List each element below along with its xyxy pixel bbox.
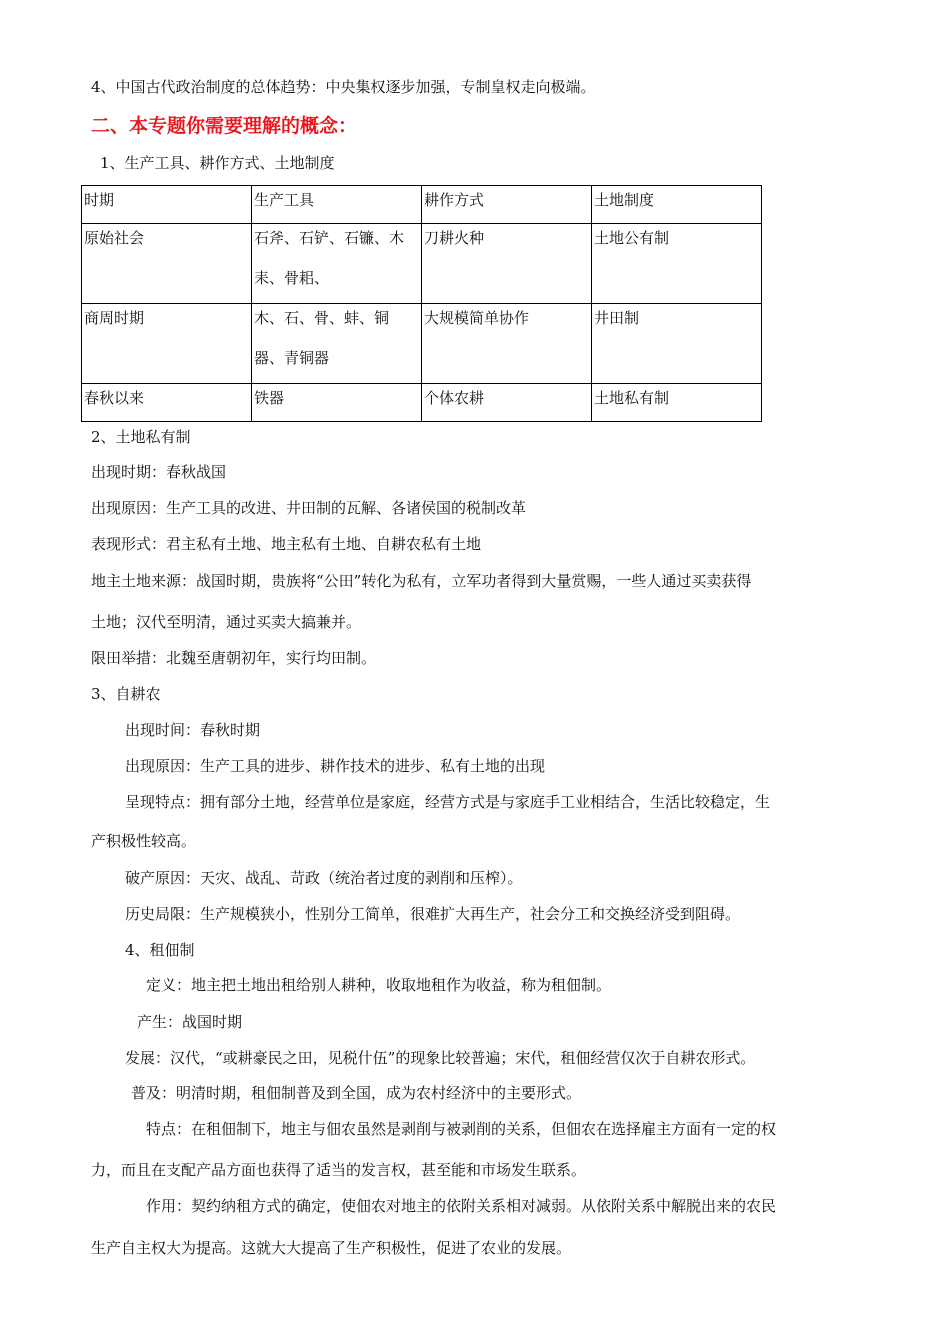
cell-tools: 铁器	[252, 384, 422, 422]
cell-tools-line: 耒、骨耜、	[254, 269, 330, 287]
historical-limitation: 历史局限：生产规模狭小，性别分工简单，很难扩大再生产，社会分工和交换经济受到阻碍。	[125, 905, 741, 923]
cell-period: 原始社会	[82, 224, 252, 304]
table-row	[82, 224, 762, 304]
table-row	[82, 384, 762, 422]
appear-time: 出现时期：春秋战国	[91, 463, 227, 481]
cell-tools-line: 木、石、骨、蚌、铜	[254, 309, 390, 327]
topic-4-title: 4、租佃制	[125, 941, 195, 959]
features-line-1: 呈现特点：拥有部分土地，经营单位是家庭，经营方式是与家庭手工业相结合，生活比较稳定，生	[125, 793, 771, 811]
intro-point-4: 4、中国古代政治制度的总体趋势：中央集权逐步加强，专制皇权走向极端。	[91, 78, 596, 96]
header-farming: 耕作方式	[422, 186, 592, 224]
appear-reason: 出现原因：生产工具的改进、井田制的瓦解、各诸侯国的税制改革	[91, 499, 527, 517]
topic-3-title: 3、自耕农	[91, 685, 161, 703]
header-tools: 生产工具	[252, 186, 422, 224]
section-heading: 二、本专题你需要理解的概念：	[91, 115, 358, 137]
cell-tools-line: 石斧、石铲、石镰、木	[254, 229, 405, 247]
cell-farming: 大规模简单协作	[422, 304, 592, 384]
land-source-line-2: 土地；汉代至明清，通过买卖大搞兼并。	[91, 613, 362, 631]
features-line-2: 力，而且在支配产品方面也获得了适当的发言权，甚至能和市场发生联系。	[91, 1161, 587, 1179]
popularization: 普及：明清时期，租佃制普及到全国，成为农村经济中的主要形式。	[131, 1084, 582, 1102]
land-source-line-1: 地主土地来源：战国时期，贵族将“公田”转化为私有，立军功者得到大量赏赐，一些人通过买卖获得	[91, 572, 752, 590]
development: 发展：汉代，“或耕豪民之田，见税什伍”的现象比较普遍；宋代，租佃经营仅次于自耕农形式。	[125, 1049, 756, 1067]
appear-reason: 出现原因：生产工具的进步、耕作技术的进步、私有土地的出现	[125, 757, 546, 775]
cell-land: 井田制	[592, 304, 762, 384]
limit-measure: 限田举措：北魏至唐朝初年，实行均田制。	[91, 649, 377, 667]
cell-tools	[252, 304, 422, 384]
bankrupt-reason: 破产原因：天灾、战乱、苛政（统治者过度的剥削和压榨）。	[125, 869, 523, 887]
topic-2-title: 2、土地私有制	[91, 428, 191, 446]
cell-tools	[252, 224, 422, 304]
appear-time: 出现时间：春秋时期	[125, 721, 261, 739]
cell-land: 土地公有制	[592, 224, 762, 304]
tools-farming-land-table	[81, 185, 762, 422]
cell-land: 土地私有制	[592, 384, 762, 422]
table-row	[82, 304, 762, 384]
effect-line-2: 生产自主权大为提高。这就大大提高了生产积极性，促进了农业的发展。	[91, 1239, 572, 1257]
table-header-row	[82, 186, 762, 224]
origin: 产生：战国时期	[137, 1013, 243, 1031]
header-period: 时期	[82, 186, 252, 224]
header-land: 土地制度	[592, 186, 762, 224]
forms: 表现形式：君主私有土地、地主私有土地、自耕农私有土地	[91, 535, 482, 553]
features-line-2: 产积极性较高。	[91, 832, 197, 850]
definition: 定义：地主把土地出租给别人耕种，收取地租作为收益，称为租佃制。	[146, 976, 612, 994]
topic-1-title: 1、生产工具、耕作方式、土地制度	[100, 154, 335, 172]
cell-farming: 刀耕火种	[422, 224, 592, 304]
cell-farming: 个体农耕	[422, 384, 592, 422]
effect-line-1: 作用：契约纳租方式的确定，使佃农对地主的依附关系相对减弱。从依附关系中解脱出来的农民	[146, 1197, 777, 1215]
features-line-1: 特点：在租佃制下，地主与佃农虽然是剥削与被剥削的关系，但佃农在选择雇主方面有一定的权	[146, 1120, 777, 1138]
cell-tools-line: 器、青铜器	[254, 349, 330, 367]
cell-period: 商周时期	[82, 304, 252, 384]
cell-period: 春秋以来	[82, 384, 252, 422]
